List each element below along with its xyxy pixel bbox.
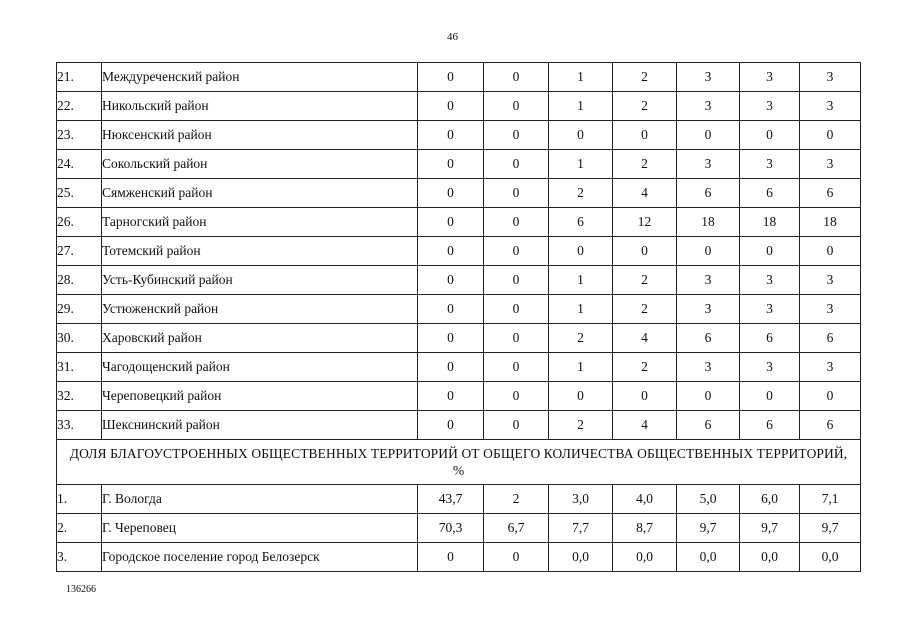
territory-name: Г. Череповец	[102, 514, 418, 543]
value-cell: 0	[484, 411, 549, 440]
value-cell: 6	[549, 208, 613, 237]
value-cell: 0	[677, 237, 740, 266]
value-cell: 12	[613, 208, 677, 237]
table-row	[57, 543, 861, 572]
row-number: 27.	[57, 237, 102, 266]
table-row	[57, 121, 861, 150]
territory-name: Усть-Кубинский район	[102, 266, 418, 295]
value-cell: 0,0	[613, 543, 677, 572]
table-row	[57, 179, 861, 208]
row-number: 2.	[57, 514, 102, 543]
value-cell: 2	[549, 179, 613, 208]
table-row	[57, 92, 861, 121]
value-cell: 0	[484, 208, 549, 237]
value-cell: 0	[418, 266, 484, 295]
value-cell: 5,0	[677, 485, 740, 514]
value-cell: 1	[549, 63, 613, 92]
value-cell: 3	[800, 353, 861, 382]
value-cell: 0	[484, 543, 549, 572]
value-cell: 2	[613, 353, 677, 382]
row-number: 23.	[57, 121, 102, 150]
table-row	[57, 485, 861, 514]
value-cell: 3	[740, 63, 800, 92]
value-cell: 0	[418, 150, 484, 179]
row-number: 3.	[57, 543, 102, 572]
value-cell: 0	[418, 324, 484, 353]
value-cell: 9,7	[740, 514, 800, 543]
row-number: 1.	[57, 485, 102, 514]
territory-name: Тотемский район	[102, 237, 418, 266]
value-cell: 18	[677, 208, 740, 237]
value-cell: 0	[418, 179, 484, 208]
value-cell: 6	[740, 324, 800, 353]
value-cell: 7,1	[800, 485, 861, 514]
value-cell: 2	[613, 266, 677, 295]
table-row	[57, 514, 861, 543]
value-cell: 2	[549, 324, 613, 353]
value-cell: 0	[549, 382, 613, 411]
table-row	[57, 266, 861, 295]
value-cell: 9,7	[677, 514, 740, 543]
value-cell: 18	[800, 208, 861, 237]
value-cell: 7,7	[549, 514, 613, 543]
row-number: 24.	[57, 150, 102, 179]
value-cell: 2	[613, 63, 677, 92]
value-cell: 0	[800, 382, 861, 411]
table-row	[57, 237, 861, 266]
territory-name: Сокольский район	[102, 150, 418, 179]
value-cell: 1	[549, 150, 613, 179]
value-cell: 6	[800, 179, 861, 208]
value-cell: 0	[484, 266, 549, 295]
value-cell: 70,3	[418, 514, 484, 543]
value-cell: 0	[418, 121, 484, 150]
value-cell: 3	[677, 353, 740, 382]
value-cell: 2	[613, 150, 677, 179]
row-number: 29.	[57, 295, 102, 324]
value-cell: 3	[677, 63, 740, 92]
value-cell: 0	[484, 92, 549, 121]
section-row	[57, 440, 861, 485]
territory-name: Череповецкий район	[102, 382, 418, 411]
value-cell: 6	[677, 324, 740, 353]
value-cell: 0	[484, 150, 549, 179]
value-cell: 9,7	[800, 514, 861, 543]
value-cell: 0	[418, 411, 484, 440]
value-cell: 3	[740, 150, 800, 179]
value-cell: 0	[418, 353, 484, 382]
value-cell: 1	[549, 353, 613, 382]
value-cell: 18	[740, 208, 800, 237]
territory-name: Междуреченский район	[102, 63, 418, 92]
value-cell: 6	[800, 324, 861, 353]
value-cell: 0,0	[677, 543, 740, 572]
table-row	[57, 150, 861, 179]
row-number: 21.	[57, 63, 102, 92]
row-number: 22.	[57, 92, 102, 121]
value-cell: 0	[418, 63, 484, 92]
value-cell: 3,0	[549, 485, 613, 514]
value-cell: 6	[740, 411, 800, 440]
value-cell: 3	[677, 150, 740, 179]
value-cell: 0	[484, 382, 549, 411]
value-cell: 4	[613, 179, 677, 208]
table-row	[57, 324, 861, 353]
value-cell: 3	[800, 63, 861, 92]
value-cell: 3	[740, 266, 800, 295]
value-cell: 4	[613, 411, 677, 440]
value-cell: 6	[740, 179, 800, 208]
value-cell: 0	[740, 237, 800, 266]
row-number: 25.	[57, 179, 102, 208]
value-cell: 43,7	[418, 485, 484, 514]
value-cell: 6,7	[484, 514, 549, 543]
data-table	[56, 62, 861, 572]
value-cell: 1	[549, 295, 613, 324]
row-number: 31.	[57, 353, 102, 382]
value-cell: 0,0	[740, 543, 800, 572]
value-cell: 0	[418, 543, 484, 572]
value-cell: 0	[677, 121, 740, 150]
value-cell: 0	[484, 63, 549, 92]
territory-name: Г. Вологда	[102, 485, 418, 514]
value-cell: 0	[800, 121, 861, 150]
value-cell: 2	[549, 411, 613, 440]
territory-name: Сямженский район	[102, 179, 418, 208]
value-cell: 0	[613, 121, 677, 150]
value-cell: 0,0	[549, 543, 613, 572]
value-cell: 0	[549, 237, 613, 266]
territory-name: Чагодощенский район	[102, 353, 418, 382]
value-cell: 6,0	[740, 485, 800, 514]
row-number: 28.	[57, 266, 102, 295]
value-cell: 0	[484, 295, 549, 324]
value-cell: 0	[613, 237, 677, 266]
value-cell: 6	[800, 411, 861, 440]
territory-name: Городское поселение город Белозерск	[102, 543, 418, 572]
value-cell: 0	[800, 237, 861, 266]
table-row	[57, 208, 861, 237]
value-cell: 6	[677, 411, 740, 440]
table-row	[57, 63, 861, 92]
value-cell: 0	[418, 208, 484, 237]
table-row	[57, 411, 861, 440]
table-row	[57, 382, 861, 411]
value-cell: 2	[484, 485, 549, 514]
value-cell: 3	[740, 295, 800, 324]
territory-name: Никольский район	[102, 92, 418, 121]
value-cell: 3	[800, 92, 861, 121]
value-cell: 0	[740, 382, 800, 411]
value-cell: 0	[613, 382, 677, 411]
value-cell: 4,0	[613, 485, 677, 514]
section-header: ДОЛЯ БЛАГОУСТРОЕННЫХ ОБЩЕСТВЕННЫХ ТЕРРИТОРИЙ ОТ ОБЩЕГО КОЛИЧЕСТВА ОБЩЕСТВЕННЫХ ТЕРРИТОРИЙ, %	[57, 440, 861, 485]
value-cell: 3	[740, 92, 800, 121]
territory-name: Тарногский район	[102, 208, 418, 237]
value-cell: 8,7	[613, 514, 677, 543]
value-cell: 3	[677, 92, 740, 121]
value-cell: 3	[800, 150, 861, 179]
value-cell: 0	[677, 382, 740, 411]
value-cell: 0	[418, 237, 484, 266]
row-number: 32.	[57, 382, 102, 411]
page-number: 46	[447, 31, 458, 43]
value-cell: 0	[484, 237, 549, 266]
value-cell: 1	[549, 266, 613, 295]
territory-name: Устюженский район	[102, 295, 418, 324]
value-cell: 3	[800, 266, 861, 295]
value-cell: 3	[800, 295, 861, 324]
row-number: 33.	[57, 411, 102, 440]
row-number: 26.	[57, 208, 102, 237]
value-cell: 6	[677, 179, 740, 208]
value-cell: 0	[549, 121, 613, 150]
row-number: 30.	[57, 324, 102, 353]
value-cell: 0	[418, 295, 484, 324]
value-cell: 4	[613, 324, 677, 353]
territory-name: Нюксенский район	[102, 121, 418, 150]
value-cell: 0	[484, 179, 549, 208]
value-cell: 0	[740, 121, 800, 150]
territory-name: Харовский район	[102, 324, 418, 353]
value-cell: 2	[613, 92, 677, 121]
value-cell: 3	[677, 295, 740, 324]
table-row	[57, 295, 861, 324]
value-cell: 3	[740, 353, 800, 382]
value-cell: 1	[549, 92, 613, 121]
table-row	[57, 353, 861, 382]
value-cell: 3	[677, 266, 740, 295]
document-code: 136266	[66, 584, 96, 595]
value-cell: 0	[418, 382, 484, 411]
value-cell: 0	[484, 121, 549, 150]
value-cell: 0	[418, 92, 484, 121]
value-cell: 2	[613, 295, 677, 324]
territory-name: Шекснинский район	[102, 411, 418, 440]
value-cell: 0	[484, 353, 549, 382]
value-cell: 0,0	[800, 543, 861, 572]
value-cell: 0	[484, 324, 549, 353]
